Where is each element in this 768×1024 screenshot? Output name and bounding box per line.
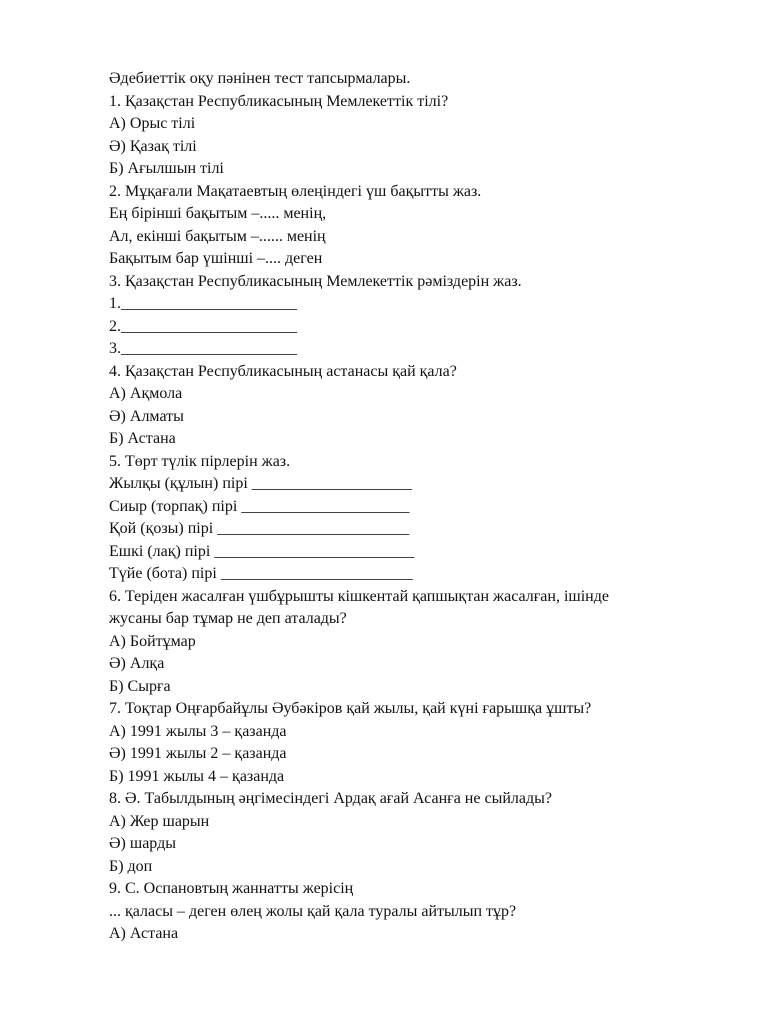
question-3: 3. Қазақстан Республикасының Мемлекеттік рәміздерін жаз.: [109, 272, 522, 290]
question-1: 1. Қазақстан Республикасының Мемлекеттік тілі?: [109, 92, 449, 110]
poem-line: Ең бірінші бақытым –..... менің,: [109, 205, 327, 222]
answer-blank: Ешкі (лақ) пірі _________________________: [109, 542, 415, 560]
question-7: 7. Тоқтар Оңғарбайұлы Әубәкіров қай жылы, қай күні ғарышқа ұшты?: [109, 700, 592, 717]
answer-blank: Қой (қозы) пірі ________________________: [109, 520, 410, 537]
answer-blank: 1.______________________: [109, 295, 297, 312]
answer-blank: 3.______________________: [109, 340, 297, 357]
answer-option: А) Орыс тілі: [109, 115, 196, 132]
answer-blank: Сиыр (торпақ) пірі _____________________: [109, 497, 410, 515]
answer-option: А) 1991 жылы 3 – қазанда: [109, 722, 287, 740]
poem-line: Бақытым бар үшінші –.... деген: [109, 250, 323, 267]
answer-option: Ә) 1991 жылы 2 – қазанда: [109, 745, 287, 762]
answer-blank: Түйе (бота) пірі ________________________: [109, 565, 413, 582]
document-title: Әдебиеттік оқу пәнінен тест тапсырмалары.: [109, 70, 411, 87]
question-9-continuation: ... қаласы – деген өлең жолы қай қала туралы айтылып тұр?: [109, 902, 517, 920]
answer-option: А) Астана: [109, 925, 179, 942]
answer-option: А) Бойтұмар: [109, 632, 196, 650]
answer-blank: Жылқы (құлын) пірі ____________________: [109, 475, 412, 492]
question-5: 5. Төрт түлік пірлерін жаз.: [109, 452, 291, 470]
question-2: 2. Мұқағали Мақатаевтың өлеңіндегі үш бақытты жаз.: [109, 182, 482, 200]
answer-option: Ә) шарды: [109, 835, 176, 852]
answer-option: Б) 1991 жылы 4 – қазанда: [109, 767, 285, 785]
answer-option: Ә) Алқа: [109, 655, 165, 672]
poem-line: Ал, екінші бақытым –...... менің: [109, 227, 326, 245]
answer-option: Ә) Қазақ тілі: [109, 137, 197, 155]
answer-option: Б) Астана: [109, 430, 176, 447]
question-9: 9. С. Оспановтың жаннатты жерісің: [109, 880, 354, 897]
answer-option: Б) доп: [109, 857, 153, 875]
answer-option: А) Жер шарын: [109, 812, 210, 830]
answer-blank: 2.______________________: [109, 317, 297, 335]
question-6-continuation: жусаны бар тұмар не деп аталады?: [109, 610, 347, 627]
question-4: 4. Қазақстан Республикасының астанасы қай қала?: [109, 362, 457, 380]
answer-option: Б) Сырға: [109, 677, 171, 695]
question-6: 6. Теріден жасалған үшбұрышты кішкентай қапшықтан жасалған, ішінде: [109, 587, 609, 605]
answer-option: Ә) Алматы: [109, 407, 184, 425]
question-8: 8. Ә. Табылдының әңгімесіндегі Ардақ ағай Асанға не сыйлады?: [109, 790, 552, 807]
document-body: [109, 68, 709, 946]
answer-option: А) Ақмола: [109, 385, 183, 402]
answer-option: Б) Ағылшын тілі: [109, 160, 224, 177]
